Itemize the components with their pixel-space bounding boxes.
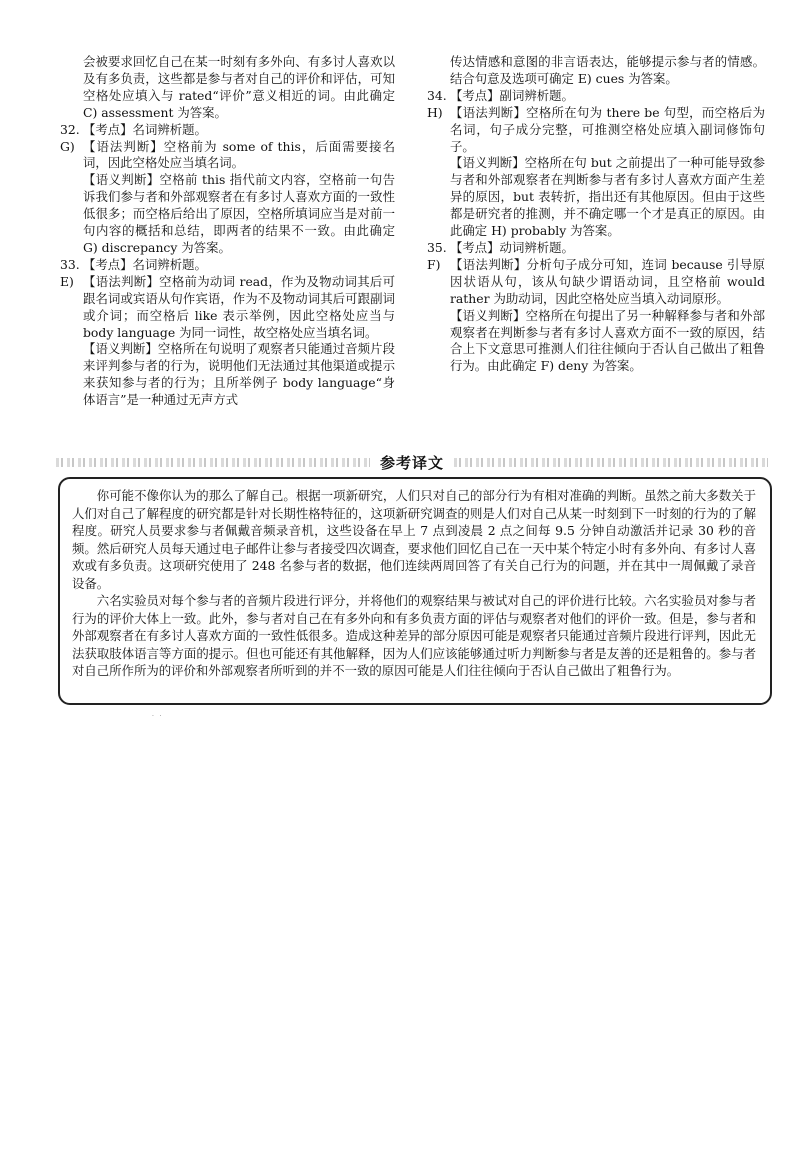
right-column — [427, 54, 765, 375]
right-intro: 传达情感和意图的非言语表达，能够提示参与者的情感。结合句意及选项可确定 E) cues 为答案。 — [450, 54, 765, 86]
q33-meaning: 【语义判断】空格所在句说明了观察者只能通过音频片段来评判参与者的行为，说明他们无法通过其他渠道或提示来获知参与者的行为；且所举例子 body language“身体语言”是一种通过无声方式 — [83, 341, 395, 408]
translation-paragraph-2: 六名实验员对每个参与者的音频片段进行评分，并将他们的观察结果与被试对自己的评价进行比较。六名实验员对参与者行为的评价大体上一致。此外，参与者对自己在有多外向和有多负责方面的评估与观察者对他们的评价一致。但是，参与者和外部观察者在有多讨人喜欢方面的一致性低很多。造成这种差异的部分原因可能是观察者只能通过音频片段进行评判，因此无法获取肢体语言等方面的提示。但也可能还有其他解释，因为人们应该能够通过听力判断参与者是友善的还是粗鲁的。参与者对自己所作所为的评价和外部观察者所听到的并不一致的原因可能是人们往往倾向于否认自己做出了粗鲁行为。 — [72, 593, 756, 678]
q32-answer — [60, 139, 395, 257]
q33-letter: E) — [60, 273, 74, 289]
q34-heading — [427, 88, 765, 105]
q32-number: 32. — [60, 121, 80, 137]
q34-number: 34. — [427, 87, 447, 103]
q35-grammar: 【语法判断】分析句子成分可知，连词 because 引导原因状语从句，该从句缺少谓语动词，且空格前 would rather 为助动词，因此空格处应当填入动词原形。 — [450, 256, 765, 306]
q33-grammar: 【语法判断】空格前为动词 read，作为及物动词其后可跟名词或宾语从句作宾语，作为不及物动词其后可跟副词或介词；而空格后 like 表示举例，因此空格处应当与 body language 为同一词性，故空格处应当填名词。 — [83, 273, 395, 340]
q34-letter: H) — [427, 104, 443, 120]
banner-rule-right — [454, 458, 768, 467]
q32-grammar: 【语法判断】空格前为 some of this，后面需要接名词，因此空格处应当填名词。 — [83, 138, 395, 171]
q35-meaning: 【语义判断】空格所在句提出了另一种解释参与者和外部观察者在判断参与者有多讨人喜欢方面不一致的原因，结合上下文意思可推测人们往往倾向于否认自己做出了粗鲁行为。由此确定 F) deny 为答案。 — [450, 307, 765, 374]
left-column — [60, 54, 395, 409]
q33-topic: 【考点】名词辨析题。 — [83, 256, 207, 272]
scan-speck: · · — [152, 713, 162, 720]
q33-number: 33. — [60, 256, 80, 272]
translation-paragraph-1: 你可能不像你认为的那么了解自己。根据一项新研究，人们只对自己的部分行为有相对准确的判断。虽然之前大多数关于人们对自己了解程度的研究都是针对长期性格特征的，这项新研究调查的则是人们对自己从某一时刻到下一时刻的行为的了解程度。研究人员要求参与者佩戴音频录音机，这些设备在早上 7 点到凌晨 2 点之间每 9.5 分钟自动激活并记录 30 秒的音频。然后研究人员每天通过电子邮件让参与者接受四次调查，要求他们回忆自己在一天中某个特定小时有多外向、有多讨人喜欢或有多负责。这项研究使用了 248 名参与者的数据，他们连续两周回答了有关自己行为的问题，并在其中一周佩戴了录音设备。 — [72, 488, 756, 591]
q32-topic: 【考点】名词辨析题。 — [83, 121, 207, 137]
left-intro: 会被要求回忆自己在某一时刻有多外向、有多讨人喜欢以及有多负责，这些都是参与者对自己的评价和评估，可知空格处应填入与 rated“评价”意义相近的词。由此确定 C) assessment 为答案。 — [83, 54, 395, 120]
q32-letter: G) — [60, 138, 75, 154]
q32-meaning: 【语义判断】空格前 this 指代前文内容，空格前一句告诉我们参与者和外部观察者在有多讨人喜欢方面的一致性低很多；而空格后给出了原因，空格所填词应当是对前一句内容的概括和总结，即两者的结果不一致。由此确定 G) discrepancy 为答案。 — [83, 172, 395, 255]
q32-heading — [60, 122, 395, 139]
q33-answer — [60, 274, 395, 409]
q34-meaning: 【语义判断】空格所在句 but 之前提出了一种可能导致参与者和外部观察者在判断参与者有多讨人喜欢方面产生差异的原因，but 表转折，指出还有其他原因。但由于这些都是研究者的推测，并不确定哪一个才是真正的原因。由此确定 H) probably 为答案。 — [450, 155, 765, 239]
q33-heading — [60, 257, 395, 274]
q34-topic: 【考点】副词辨析题。 — [450, 87, 574, 103]
q35-answer — [427, 257, 765, 375]
translation-title: 参考译文 — [380, 453, 445, 472]
q35-heading — [427, 240, 765, 257]
q35-letter: F) — [427, 256, 441, 272]
q35-topic: 【考点】动词辨析题。 — [450, 239, 574, 255]
translation-box — [58, 477, 772, 705]
banner-rule-left — [56, 458, 370, 467]
q34-grammar: 【语法判断】空格所在句为 there be 句型，而空格后为名词，句子成分完整，可推测空格处应填入副词修饰句子。 — [450, 104, 765, 154]
q34-answer — [427, 105, 765, 240]
q35-number: 35. — [427, 239, 447, 255]
translation-banner — [56, 452, 768, 472]
